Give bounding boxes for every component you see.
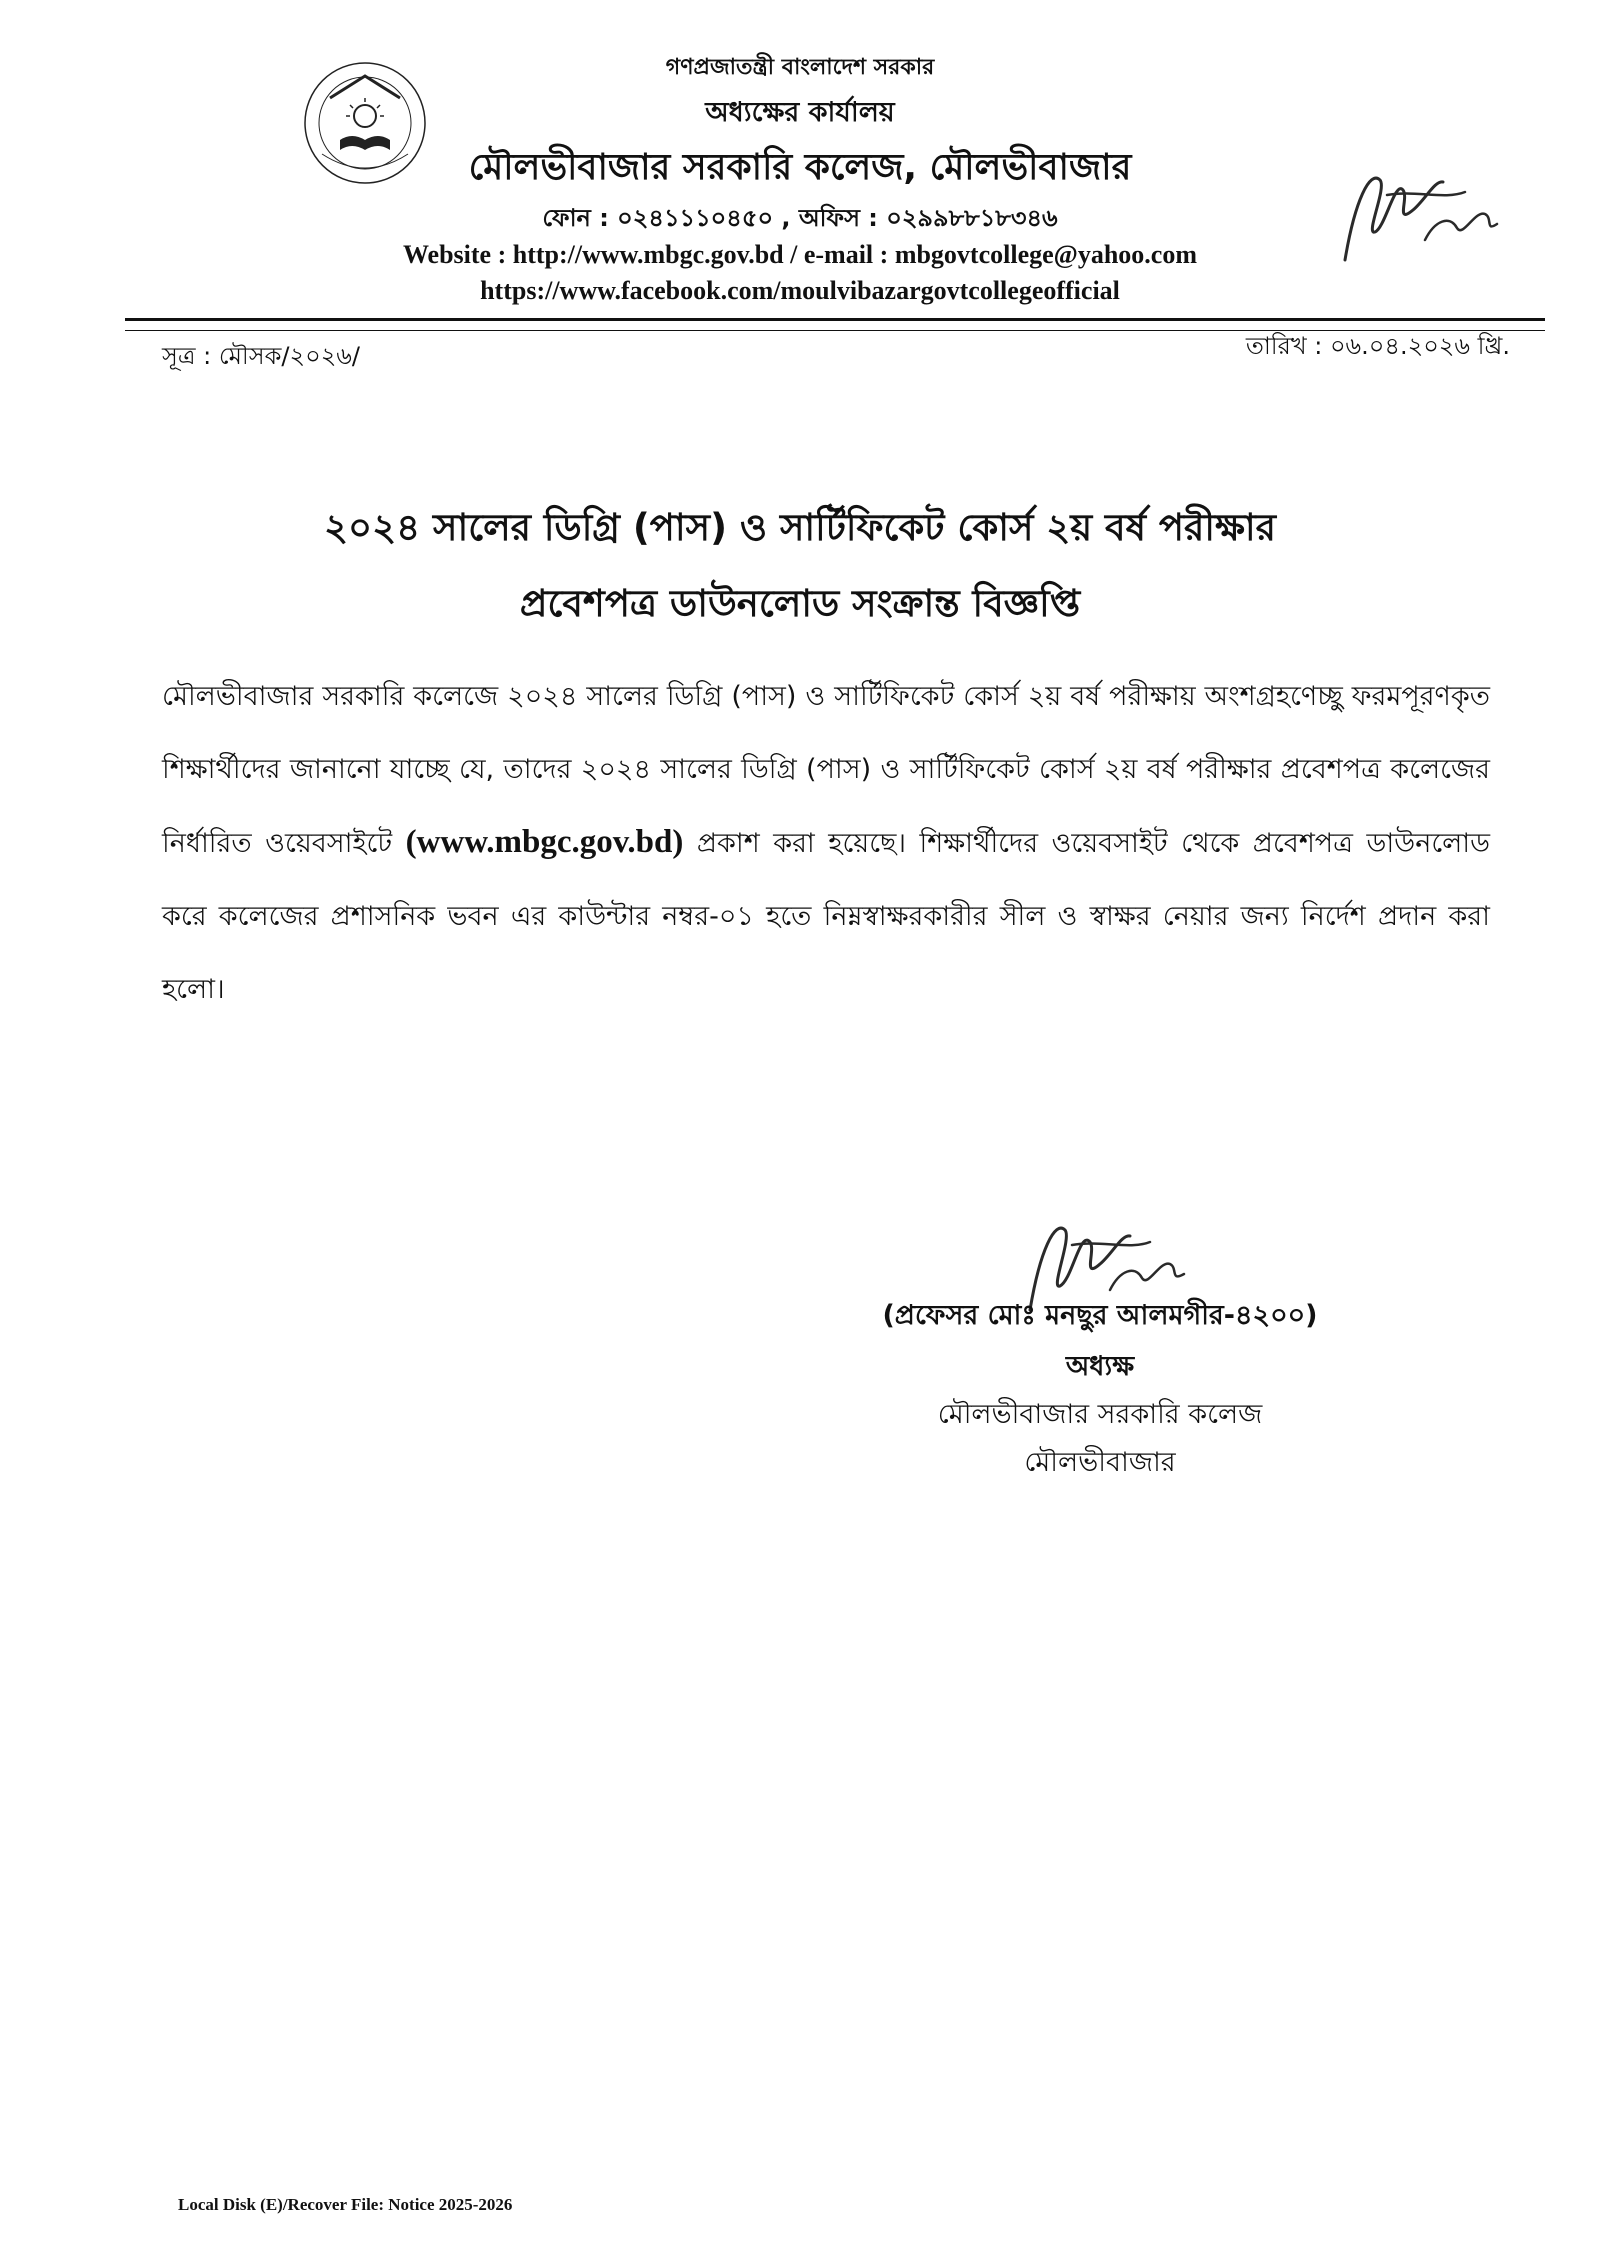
notice-date: তারিখ : ০৬.০৪.২০২৬ খ্রি. xyxy=(1245,332,1510,360)
reference-number: সূত্র : মৌসক/২০২৬/ xyxy=(162,342,360,370)
website-url: (www.mbgc.gov.bd) xyxy=(405,824,684,860)
website-email: Website : http://www.mbgc.gov.bd / e-mail : mbgovtcollege@yahoo.com xyxy=(402,240,1197,269)
phone-numbers: ফোন : ০২৪১১১০৪৫০ , অফিস : ০২৯৯৮৮১৮৩৪৬ xyxy=(542,204,1058,232)
notice-body xyxy=(162,660,1490,1026)
signatory-name: (প্রফেসর মোঃ মনছুর আলমগীর-৪২০০) xyxy=(882,1300,1318,1331)
handwritten-signature-top xyxy=(1325,140,1505,280)
notice-body-text-2: প্রকাশ করা হয়েছে। শিক্ষার্থীদের ওয়েবসাইট থেকে প্রবেশপত্র ডাউনলোড করে কলেজের প্রশাসনিক ভবন এর কাউন্টার নম্বর-০১ হতে নিম্নস্বাক্ষরকারীর সীল ও স্বাক্ষর নেয়ার জন্য নির্দেশ প্রদান করা হলো। xyxy=(162,828,1490,1005)
college-name: মৌলভীবাজার সরকারি কলেজ, মৌলভীবাজার xyxy=(468,147,1132,188)
signatory-place: মৌলভীবাজার xyxy=(1024,1447,1176,1478)
notice-body-text-1: মৌলভীবাজার সরকারি কলেজে ২০২৪ সালের ডিগ্রি (পাস) ও সার্টিফিকেট কোর্স ২য় বর্ষ পরীক্ষায় অংশগ্রহণেচ্ছু ফরমপূরণকৃত শিক্ষার্থীদের জানানো যাচ্ছে যে, তাদের ২০২৪ সালের ডিগ্রি (পাস) ও সার্টিফিকেট কোর্স ২য় বর্ষ পরীক্ষার প্রবেশপত্র কলেজের নির্ধারিত ওয়েবসাইটে xyxy=(162,681,1490,859)
letterhead-divider xyxy=(125,318,1545,321)
facebook-link: https://www.facebook.com/moulvibazargovtcollegeofficial xyxy=(480,276,1120,305)
notice-title-line-1: ২০২৪ সালের ডিগ্রি (পাস) ও সার্টিফিকেট কোর্স ২য় বর্ষ পরীক্ষার xyxy=(323,506,1276,549)
signatory-designation: অধ্যক্ষ xyxy=(1065,1351,1135,1382)
file-path-footer: Local Disk (E)/Recover File: Notice 2025-2026 xyxy=(178,2195,513,2214)
signatory-college: মৌলভীবাজার সরকারি কলেজ xyxy=(937,1399,1263,1430)
government-name: গণপ্রজাতন্ত্রী বাংলাদেশ সরকার xyxy=(665,55,935,80)
office-name: অধ্যক্ষের কার্যালয় xyxy=(705,97,895,128)
notice-title-line-2: প্রবেশপত্র ডাউনলোড সংক্রান্ত বিজ্ঞপ্তি xyxy=(519,582,1081,625)
